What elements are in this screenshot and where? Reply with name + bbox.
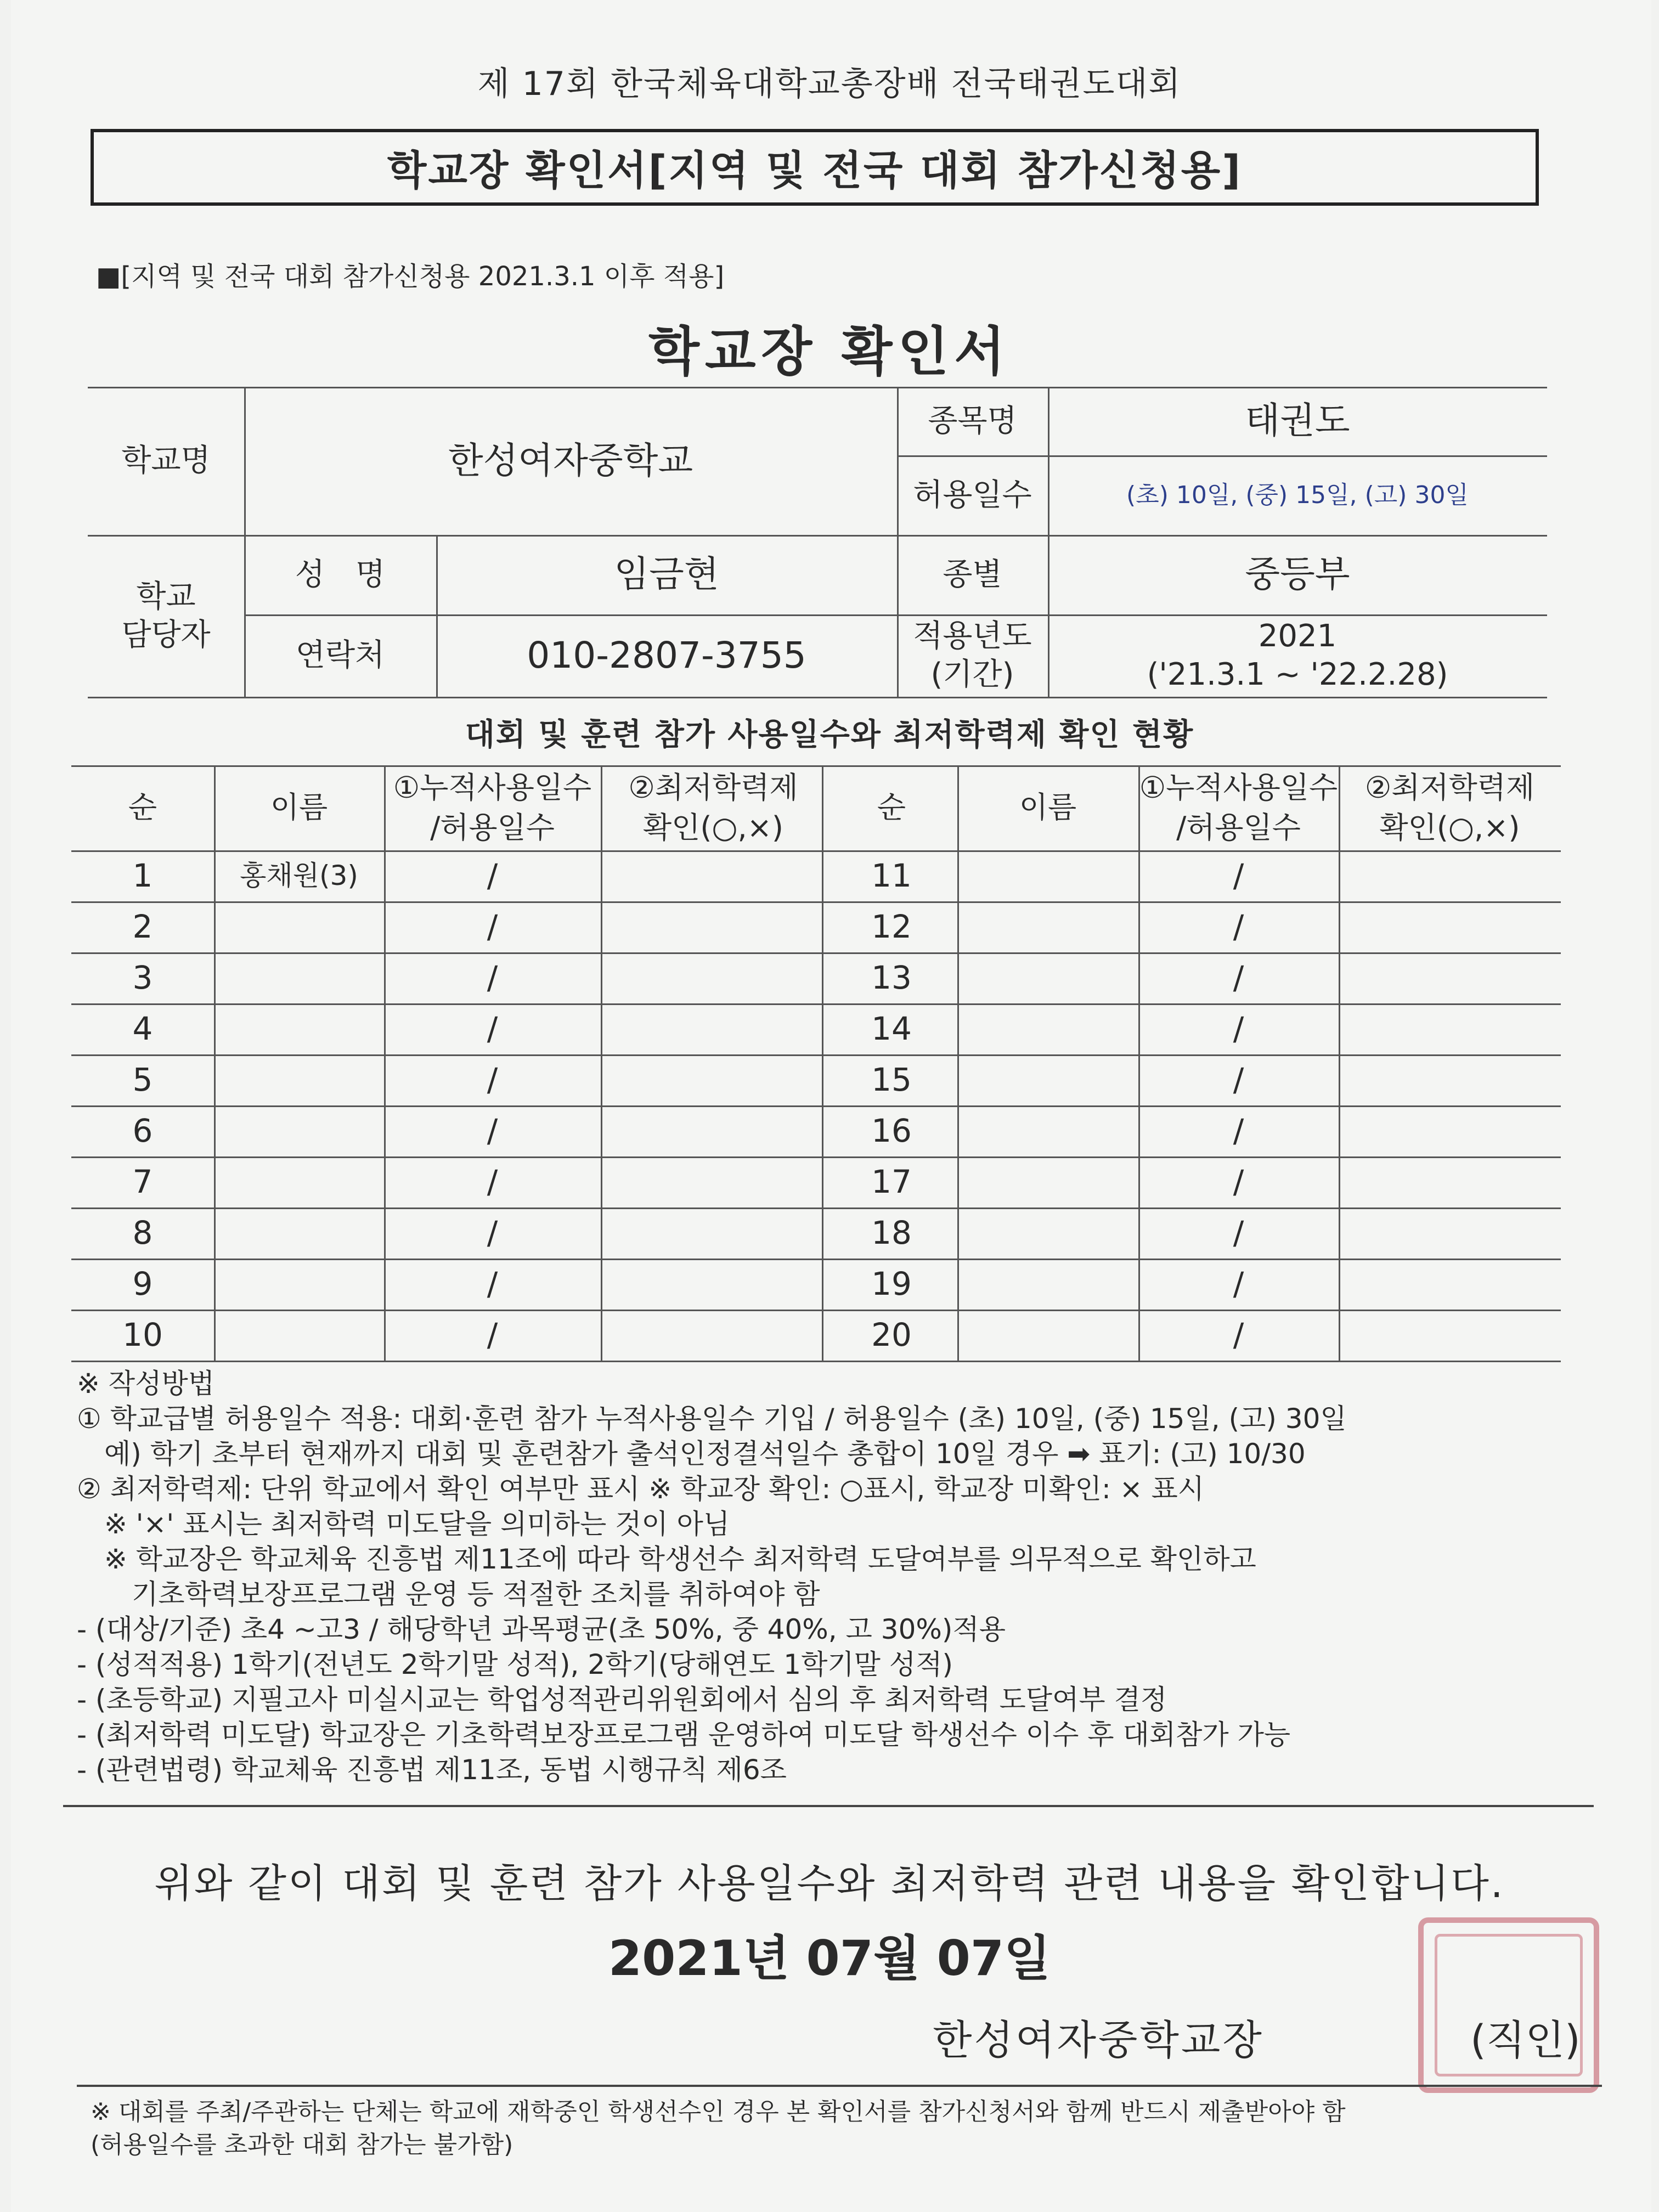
row-number: 1 [132, 857, 153, 895]
row-number: 18 [871, 1214, 912, 1252]
row-name-field [957, 850, 1138, 901]
row-academic-check [601, 1310, 826, 1361]
row-academic-check [1339, 1207, 1561, 1259]
row-name-field [214, 1259, 384, 1310]
note-line: ① 학교급별 허용일수 적용: 대회·훈련 참가 누적사용일수 기입 / 허용일수 (초) 10일, (중) 15일, (고) 30일 [77, 1403, 1347, 1435]
name-value: 임금현 [614, 553, 719, 596]
row-academic-check [1339, 952, 1561, 1003]
row-academic-check [601, 952, 826, 1003]
row-name-field [214, 901, 384, 952]
contact-group-label-2: 담당자 [121, 617, 211, 653]
row-days-field: / [1233, 1163, 1244, 1201]
issue-date: 2021년 07월 07일 [608, 1930, 1051, 1987]
header-academic-2: 확인(○,×) [643, 810, 783, 845]
header-academic-1: ②최저학력제 [1364, 770, 1535, 805]
row-days-field: / [1233, 1010, 1244, 1048]
category-value: 중등부 [1245, 553, 1350, 596]
note-line: - (성적적용) 1학기(전년도 2학기말 성적), 2학기(당해연도 1학기말 성적) [77, 1649, 953, 1680]
period-value-2: ('21.3.1 ~ '22.2.28) [1147, 657, 1448, 692]
note-line: - (관련법령) 학교체육 진흥법 제11조, 동법 시행규칙 제6조 [77, 1754, 787, 1786]
row-academic-check [1339, 1054, 1561, 1105]
row-number: 3 [132, 959, 153, 997]
row-academic-check [1339, 850, 1561, 901]
row-academic-check [601, 1207, 826, 1259]
school-value: 한성여자중학교 [448, 439, 693, 482]
note-line: - (대상/기준) 초4 ~고3 / 해당학년 과목평균(초 50%, 중 40%, 고 30%)적용 [77, 1613, 1006, 1645]
row-number: 8 [132, 1214, 153, 1252]
table-rule [71, 1361, 826, 1362]
header-days-1: ①누적사용일수 [1139, 770, 1338, 805]
row-name-field [214, 1105, 384, 1156]
row-days-field: / [487, 1214, 498, 1252]
row-days-field: / [1233, 1214, 1244, 1252]
header-days [1138, 765, 1339, 850]
row-name-field [957, 1105, 1138, 1156]
row-name-field [957, 952, 1138, 1003]
row-days-field: / [1233, 857, 1244, 895]
row-academic-check [1339, 1259, 1561, 1310]
row-days-field: / [487, 1061, 498, 1099]
row-number: 13 [871, 959, 912, 997]
row-number: 19 [871, 1265, 912, 1303]
header-days [384, 765, 601, 850]
period-value [1048, 614, 1547, 697]
row-days-field: / [487, 1112, 498, 1150]
row-days-field: / [487, 1163, 498, 1201]
row-name-field [957, 1054, 1138, 1105]
divider [63, 1805, 1594, 1807]
row-number: 5 [132, 1061, 153, 1099]
instructions [77, 1366, 1602, 1787]
allowed-days-value: (초) 10일, (중) 15일, (고) 30일 [1126, 481, 1469, 509]
note-line: ※ '×' 표시는 최저학력 미도달을 의미하는 것이 아님 [77, 1508, 730, 1540]
phone-label: 연락처 [295, 637, 385, 673]
row-days-field: / [487, 908, 498, 946]
header-academic [1339, 765, 1561, 850]
principal-name: 한성여자중학교장 [933, 2017, 1264, 2064]
note-line: ※ 작성방법 [77, 1368, 215, 1400]
row-days-field: / [1233, 908, 1244, 946]
row-name-field [214, 952, 384, 1003]
school-label: 학교명 [121, 443, 211, 478]
row-number: 12 [871, 908, 912, 946]
header-name: 이름 [270, 790, 328, 825]
row-name-field [957, 1003, 1138, 1054]
row-academic-check [1339, 1105, 1561, 1156]
allowed-days-label: 허용일수 [913, 477, 1032, 513]
row-academic-check [601, 1054, 826, 1105]
row-number: 7 [132, 1163, 153, 1201]
category-label: 종별 [943, 556, 1002, 592]
period-label [897, 614, 1048, 697]
row-name-field [214, 1207, 384, 1259]
footer-divider [77, 2085, 1602, 2087]
row-number: 2 [132, 908, 153, 946]
row-name-field [214, 1310, 384, 1361]
row-name-field [957, 1259, 1138, 1310]
note-line: 기초학력보장프로그램 운영 등 적절한 조치를 취하여야 함 [77, 1578, 820, 1610]
period-label-2: (기간) [930, 657, 1014, 692]
row-days-field: / [1233, 1061, 1244, 1099]
document-title-box: 학교장 확인서[지역 및 전국 대회 참가신청용] [91, 129, 1539, 206]
sport-label: 종목명 [928, 403, 1017, 439]
row-name-field [957, 1207, 1138, 1259]
row-academic-check [601, 1156, 826, 1207]
row-academic-check [1339, 1156, 1561, 1207]
row-name-field: 홍채원(3) [240, 860, 358, 892]
row-days-field: / [1233, 959, 1244, 997]
sport-value: 태권도 [1245, 399, 1350, 442]
header-days-2: /허용일수 [430, 810, 555, 845]
row-number: 17 [871, 1163, 912, 1201]
row-academic-check [601, 1003, 826, 1054]
row-days-field: / [487, 1316, 498, 1354]
table-title: 대회 및 훈련 참가 사용일수와 최저학력제 확인 현황 [465, 717, 1194, 753]
apply-note: ■[지역 및 전국 대회 참가신청용 2021.3.1 이후 적용] [96, 261, 725, 292]
row-days-field: / [487, 1010, 498, 1048]
footer-line-2: (허용일수를 초과한 대회 참가는 불가함) [91, 2131, 514, 2159]
row-academic-check [601, 1259, 826, 1310]
header-no: 순 [877, 790, 906, 825]
period-value-1: 2021 [1258, 618, 1337, 654]
row-number: 4 [132, 1010, 153, 1048]
row-academic-check [1339, 1310, 1561, 1361]
row-name-field [957, 901, 1138, 952]
row-academic-check [601, 1105, 826, 1156]
row-number: 14 [871, 1010, 912, 1048]
table-rule [826, 1361, 1561, 1362]
seal-label: (직인) [1470, 2017, 1581, 2064]
footer-line-1: ※ 대회를 주최/주관하는 단체는 학교에 재학중인 학생선수인 경우 본 확인서를 참가신청서와 함께 반드시 제출받아야 함 [91, 2098, 1346, 2126]
row-academic-check [601, 850, 826, 901]
row-academic-check [1339, 1003, 1561, 1054]
header-name: 이름 [1019, 790, 1077, 825]
row-days-field: / [487, 857, 498, 895]
contact-group-label-1: 학교 [136, 578, 196, 614]
confirm-statement: 위와 같이 대회 및 훈련 참가 사용일수와 최저학력 관련 내용을 확인합니다. [154, 1860, 1505, 1906]
period-label-1: 적용년도 [913, 618, 1032, 654]
header-days-1: ①누적사용일수 [393, 770, 592, 805]
event-title: 제 17회 한국체육대학교총장배 전국태권도대회 [477, 65, 1182, 103]
form-title: 학교장 확인서 [648, 321, 1011, 382]
note-line: - (초등학교) 지필고사 미실시교는 학업성적관리위원회에서 심의 후 최저학력 도달여부 결정 [77, 1684, 1167, 1716]
header-academic-2: 확인(○,×) [1379, 810, 1520, 845]
header-days-2: /허용일수 [1176, 810, 1301, 845]
row-number: 16 [871, 1112, 912, 1150]
header-academic [601, 765, 826, 850]
row-name-field [214, 1003, 384, 1054]
note-line: ※ 학교장은 학교체육 진흥법 제11조에 따라 학생선수 최저학력 도달여부를 의무적으로 확인하고 [77, 1543, 1256, 1575]
name-label: 성 명 [295, 556, 386, 592]
row-number: 20 [871, 1316, 912, 1354]
note-line: - (최저학력 미도달) 학교장은 기초학력보장프로그램 운영하여 미도달 학생선수 이수 후 대회참가 가능 [77, 1719, 1291, 1751]
row-number: 9 [132, 1265, 153, 1303]
table-separator [822, 765, 823, 1361]
official-seal-stamp [1418, 1917, 1599, 2093]
row-number: 10 [122, 1316, 163, 1354]
header-academic-1: ②최저학력제 [628, 770, 798, 805]
row-days-field: / [1233, 1265, 1244, 1303]
row-days-field: / [1233, 1112, 1244, 1150]
row-days-field: / [487, 959, 498, 997]
contact-group-label [88, 535, 244, 697]
row-academic-check [601, 901, 826, 952]
footer-note [91, 2096, 1346, 2162]
row-name-field [214, 1054, 384, 1105]
row-name-field [957, 1310, 1138, 1361]
row-days-field: / [487, 1265, 498, 1303]
row-days-field: / [1233, 1316, 1244, 1354]
row-academic-check [1339, 901, 1561, 952]
phone-value: 010-2807-3755 [527, 634, 806, 676]
row-number: 11 [871, 857, 912, 895]
header-no: 순 [128, 790, 157, 825]
row-name-field [214, 1156, 384, 1207]
row-number: 6 [132, 1112, 153, 1150]
row-number: 15 [871, 1061, 912, 1099]
note-line: 예) 학기 초부터 현재까지 대회 및 훈련참가 출석인정결석일수 총합이 10일 경우 ➡ 표기: (고) 10/30 [77, 1438, 1306, 1470]
note-line: ② 최저학력제: 단위 학교에서 확인 여부만 표시 ※ 학교장 확인: ○표시, 학교장 미확인: × 표시 [77, 1473, 1205, 1505]
row-name-field [957, 1156, 1138, 1207]
